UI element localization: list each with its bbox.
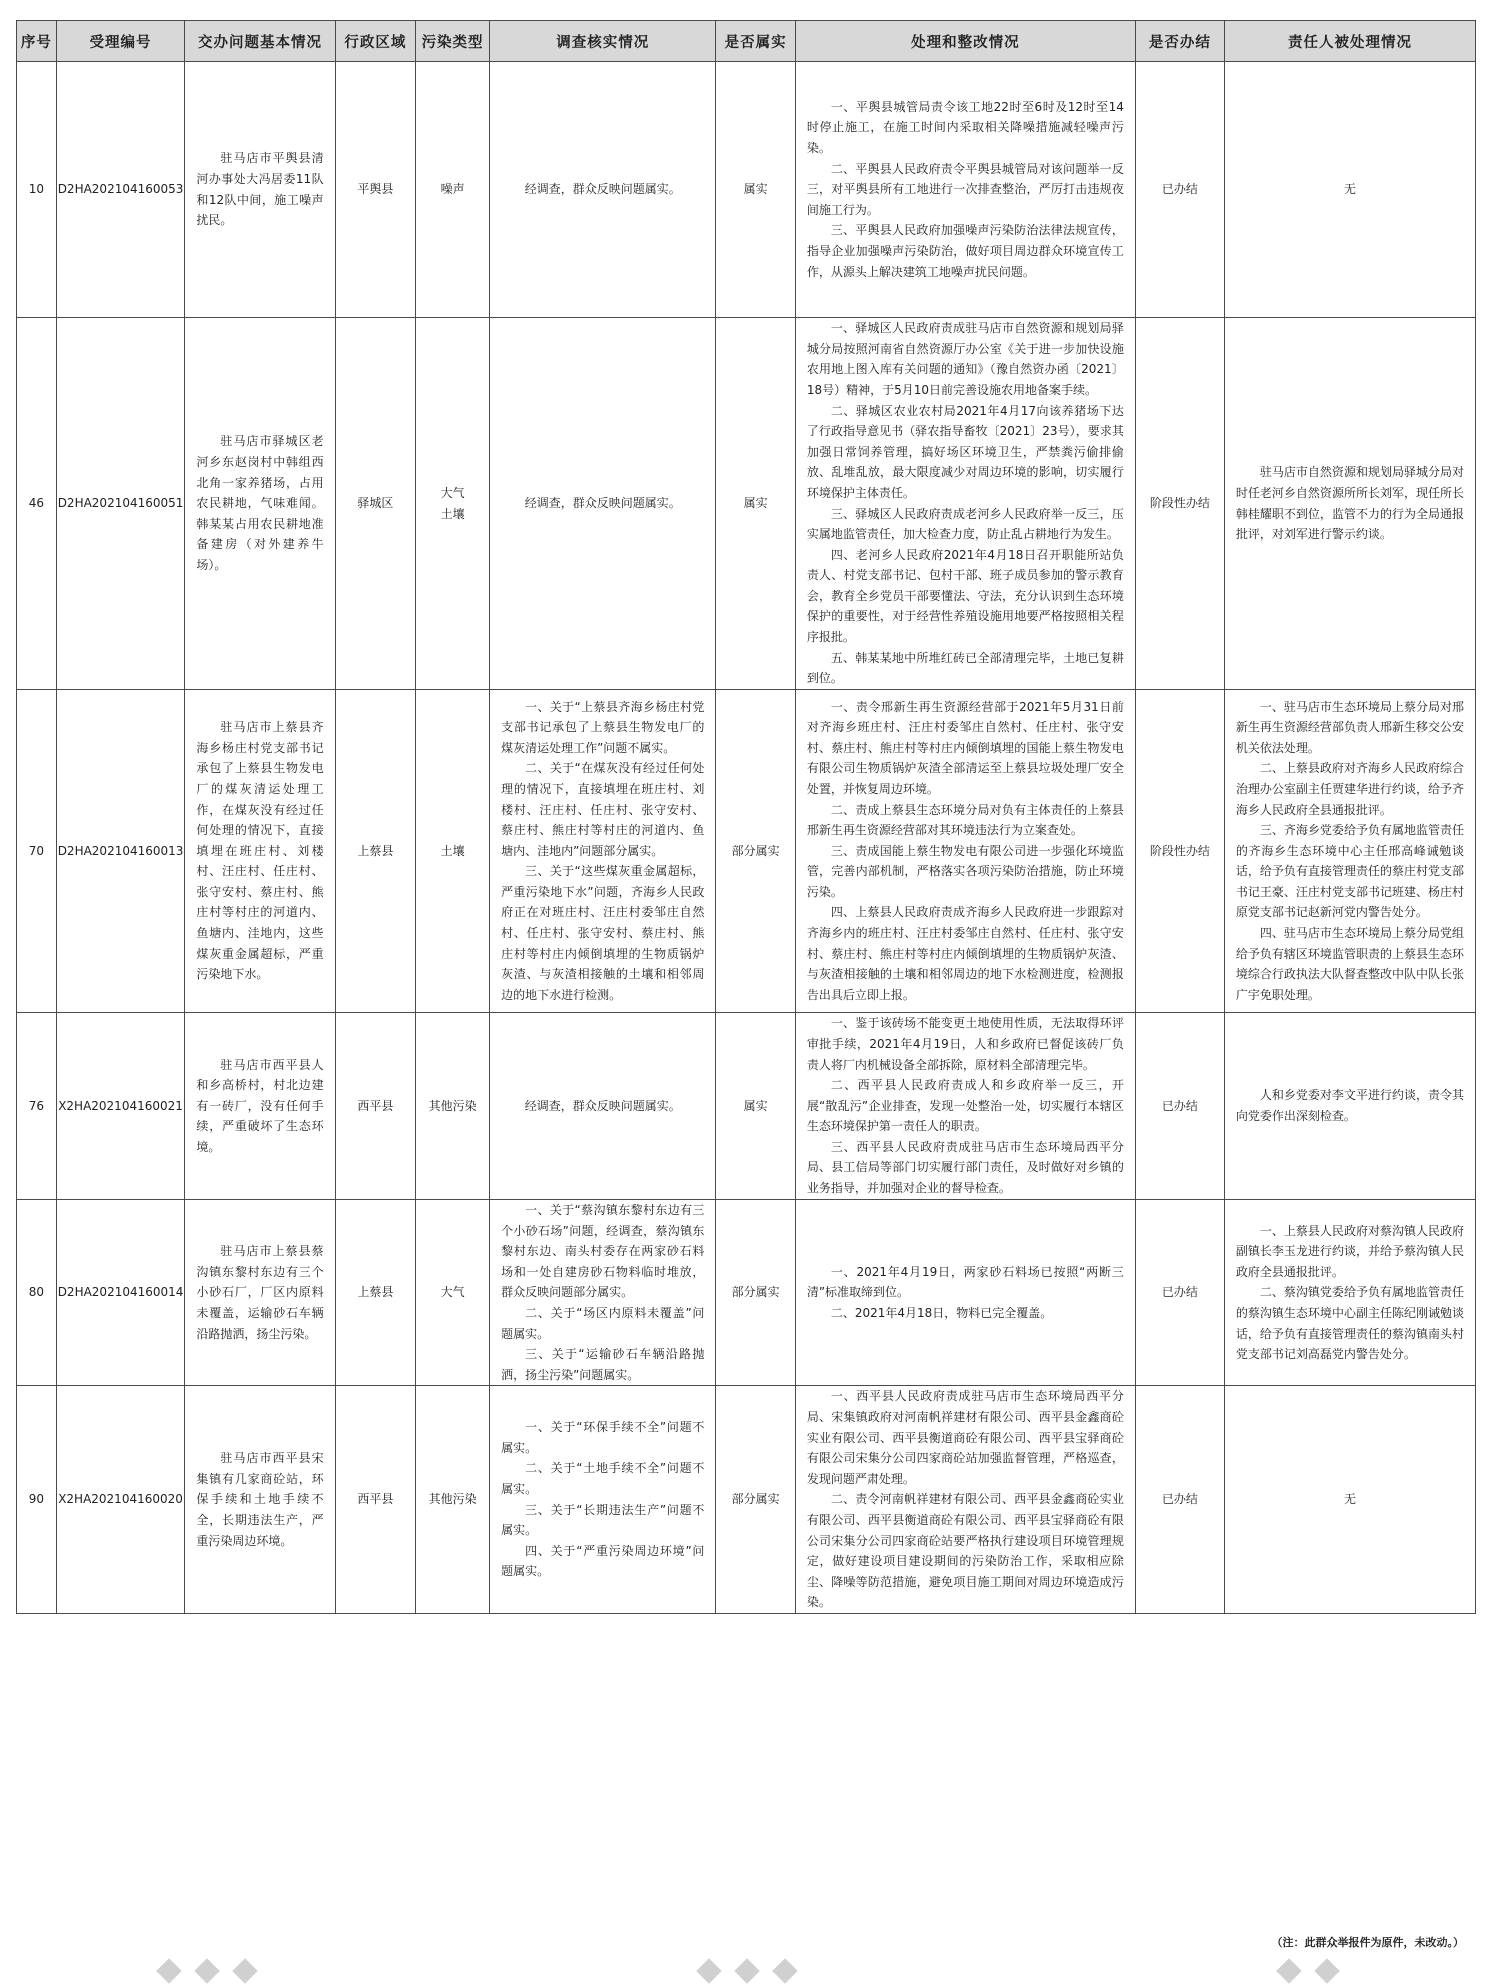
cell-investigation-paragraph: 一、关于“蔡沟镇东黎村东边有三个小砂石场”问题，经调查，蔡沟镇东黎村东边、南头村委存在两家砂石料场和一处自建房砂石物料临时堆放，群众反映问题部分属实。 <box>501 1203 705 1300</box>
cell-problem-paragraph: 驻马店市西平县宋集镇有几家商砼站，环保手续和土地手续不全，长期违法生产，严重污染周边环境。 <box>196 1451 324 1548</box>
cell-pollution-paragraph: 其他污染 <box>428 1098 477 1113</box>
cell-handling-paragraph: 三、驿城区人民政府责成老河乡人民政府举一反三，压实属地监管责任，加大检查力度，防止乱占耕地行为发生。 <box>806 506 1124 542</box>
decorative-diamonds-right <box>1280 1962 1356 1984</box>
table-row <box>17 690 1476 1013</box>
cell-region: 上蔡县 <box>335 690 415 1013</box>
cell-accountability-paragraph: 一、驻马店市生态环境局上蔡分局对邢新生再生资源经营部负责人邢新生移交公安机关依法处理。 <box>1235 699 1464 755</box>
table-row <box>17 318 1476 690</box>
cell-case-id: X2HA202104160020 <box>56 1386 185 1614</box>
cell-handling-paragraph: 三、责成国能上蔡生物发电有限公司进一步强化环境监管，完善内部机制，严格落实各项污染防治措施，防止环境污染。 <box>806 843 1124 899</box>
cell-handling-paragraph: 一、驿城区人民政府责成驻马店市自然资源和规划局驿城分局按照河南省自然资源厅办公室《关于进一步加快设施农用地上图入库有关问题的通知》（豫自然资办函〔2021〕18号）精神，于5月10日前完善设施农用地备案手续。 <box>806 321 1124 397</box>
cell-pollution <box>416 690 490 1013</box>
cell-investigation <box>490 1386 716 1614</box>
cell-investigation-paragraph: 三、关于“长期违法生产”问题不属实。 <box>501 1502 705 1538</box>
cell-completed: 阶段性办结 <box>1135 690 1224 1013</box>
cell-handling-paragraph: 四、老河乡人民政府2021年4月18日召开职能所站负责人、村党支部书记、包村干部、班子成员参加的警示教育会，教育全乡党员干部要懂法、守法，充分认识到生态环境保护的重要性，对于经营性养殖设施用地要严格按照相关程序报批。 <box>806 547 1124 645</box>
cell-problem-paragraph: 驻马店市平舆县清河办事处大冯居委11队和12队中间，施工噪声扰民。 <box>196 151 324 228</box>
cell-investigation-paragraph: 四、关于“严重污染周边环境”问题属实。 <box>501 1543 705 1579</box>
cell-case-id: D2HA202104160014 <box>56 1200 185 1386</box>
cell-pollution <box>416 318 490 690</box>
cell-pollution <box>416 1013 490 1200</box>
cell-investigation <box>490 1013 716 1200</box>
cell-problem <box>185 62 335 318</box>
cell-accountability <box>1224 1013 1475 1200</box>
table-row <box>17 62 1476 318</box>
cell-completed: 已办结 <box>1135 1386 1224 1614</box>
cell-investigation-paragraph: 二、关于“在煤灰没有经过任何处理的情况下，直接填埋在班庄村、刘楼村、汪庄村、任庄村、张守安村、蔡庄村、熊庄村等村庄的河道内、鱼塘内、洼地内”问题部分属实。 <box>501 761 705 858</box>
cell-completed: 已办结 <box>1135 1200 1224 1386</box>
cell-case-id: D2HA202104160013 <box>56 690 185 1013</box>
cell-region: 驿城区 <box>335 318 415 690</box>
cell-is-true: 属实 <box>716 62 795 318</box>
cell-pollution-paragraph: 其他污染 <box>428 1492 477 1507</box>
cell-handling-paragraph: 二、驿城区农业农村局2021年4月17向该养猪场下达了行政指导意见书（驿农指导畜牧〔2021〕23号），要求其加强日常饲养管理，搞好场区环境卫生，严禁粪污偷排偷放、乱堆乱放，最大限度减少对周边环境的影响，切实履行环境保护主体责任。 <box>806 403 1124 500</box>
cell-handling-paragraph: 一、责令邢新生再生资源经营部于2021年5月31日前对齐海乡班庄村、汪庄村委邹庄自然村、任庄村、张守安村、蔡庄村、熊庄村等村庄内倾倒填埋的国能上蔡生物发电有限公司生物质锅炉灰渣全部清运至上蔡县垃圾处理厂安全处置，并恢复周边环境。 <box>806 699 1124 796</box>
cell-investigation <box>490 62 716 318</box>
cell-pollution-paragraph: 噪声 <box>440 182 465 197</box>
cell-investigation-paragraph: 经调查，群众反映问题属实。 <box>524 496 681 511</box>
cell-seq: 70 <box>17 690 57 1013</box>
cell-accountability-paragraph: 二、上蔡县政府对齐海乡人民政府综合治理办公室副主任贾建华进行约谈，给予齐海乡人民政府全县通报批评。 <box>1235 761 1464 817</box>
table-row <box>17 1013 1476 1200</box>
cell-accountability-paragraph: 一、上蔡县人民政府对蔡沟镇人民政府副镇长李玉龙进行约谈，并给予蔡沟镇人民政府全县通报批评。 <box>1235 1223 1464 1279</box>
cell-accountability-paragraph: 二、蔡沟镇党委给予负有属地监管责任的蔡沟镇生态环境中心副主任陈纪刚诫勉谈话，给予负有直接管理责任的蔡沟镇南头村党支部书记刘高磊党内警告处分。 <box>1235 1285 1464 1362</box>
cell-handling-paragraph: 二、责令河南帆祥建材有限公司、西平县金鑫商砼实业有限公司、西平县衡道商砼有限公司、西平县宝驿商砼有限公司宋集分公司四家商砼站要严格执行建设项目环境管理规定，做好建设项目建设期间的污染防治工作，采取相应除尘、降噪等防范措施，避免项目施工期间对周边环境造成污染。 <box>806 1492 1124 1610</box>
cell-handling <box>795 1013 1135 1200</box>
cell-problem-paragraph: 驻马店市上蔡县蔡沟镇东黎村东边有三个小砂石厂，厂区内原料未覆盖，运输砂石车辆沿路抛洒，扬尘污染。 <box>196 1244 324 1341</box>
cell-pollution-paragraph: 土壤 <box>440 506 465 521</box>
cell-accountability-paragraph: 三、齐海乡党委给予负有属地监管责任的齐海乡生态环境中心主任邢高峰诫勉谈话，给予负有直接管理责任的蔡庄村党支部书记王豪、汪庄村党支部书记班建、杨庄村原党支部书记赵新河党内警告处分。 <box>1235 823 1464 920</box>
cell-investigation <box>490 690 716 1013</box>
cell-completed: 已办结 <box>1135 62 1224 318</box>
cell-seq: 76 <box>17 1013 57 1200</box>
cell-investigation-paragraph: 一、关于“上蔡县齐海乡杨庄村党支部书记承包了上蔡县生物发电厂的煤灰清运处理工作”问题不属实。 <box>501 699 705 755</box>
cell-accountability <box>1224 1386 1475 1614</box>
cell-investigation-paragraph: 二、关于“场区内原料未覆盖”问题属实。 <box>501 1305 705 1341</box>
cell-accountability-paragraph: 无 <box>1343 182 1356 197</box>
cell-pollution-paragraph: 土壤 <box>440 843 465 858</box>
cell-is-true: 部分属实 <box>716 1200 795 1386</box>
cell-handling-paragraph: 一、鉴于该砖场不能变更土地使用性质，无法取得环评审批手续，2021年4月19日，人和乡政府已督促该砖厂负责人将厂内机械设备全部拆除，原材料全部清理完毕。 <box>806 1016 1124 1072</box>
cell-problem-paragraph: 驻马店市上蔡县齐海乡杨庄村党支部书记承包了上蔡县生物发电厂的煤灰清运处理工作，在煤灰没有经过任何处理的情况下，直接填埋在班庄村、刘楼村、汪庄村、任庄村、张守安村、蔡庄村、熊庄村等村庄的河道内、鱼塘内、洼地内，这些煤灰重金属超标，严重污染地下水。 <box>196 720 324 982</box>
table-row <box>17 1386 1476 1614</box>
cell-handling-paragraph: 二、西平县人民政府责成人和乡政府举一反三，开展“散乱污”企业排查，发现一处整治一处，切实履行本辖区生态环境保护第一责任人的职责。 <box>806 1078 1124 1134</box>
cell-region: 西平县 <box>335 1386 415 1614</box>
cell-seq: 90 <box>17 1386 57 1614</box>
col-header-problem: 交办问题基本情况 <box>185 21 335 62</box>
col-header-completed: 是否办结 <box>1135 21 1224 62</box>
cell-handling-paragraph: 二、2021年4月18日，物料已完全覆盖。 <box>830 1305 1053 1320</box>
cell-pollution <box>416 1200 490 1386</box>
col-header-pollution: 污染类型 <box>416 21 490 62</box>
cell-handling-paragraph: 五、韩某某地中所堆红砖已全部清理完毕，土地已复耕到位。 <box>806 650 1124 686</box>
cell-seq: 46 <box>17 318 57 690</box>
cell-handling-paragraph: 一、西平县人民政府责成驻马店市生态环境局西平分局、宋集镇政府对河南帆祥建材有限公司、西平县金鑫商砼实业有限公司、西平县衡道商砼有限公司、西平县宝驿商砼有限公司宋集分公司四家商砼站加强监督管理，严格巡查，发现问题严肃处理。 <box>806 1389 1124 1486</box>
cell-accountability-paragraph: 四、驻马店市生态环境局上蔡分局党组给予负有辖区环境监管职责的上蔡县生态环境综合行政执法大队督查整改中队中队长张广宇免职处理。 <box>1235 926 1464 1002</box>
col-header-id: 受理编号 <box>56 21 185 62</box>
cell-handling-paragraph: 一、2021年4月19日，两家砂石料场已按照“两断三清”标准取缔到位。 <box>806 1264 1124 1300</box>
cell-problem-paragraph: 驻马店市驿城区老河乡东赵岗村中韩组西北角一家养猪场，占用农民耕地，气味难闻。韩某某占用农民耕地准备建房（对外建养牛场）。 <box>196 434 324 572</box>
cell-handling-paragraph: 二、责成上蔡县生态环境分局对负有主体责任的上蔡县邢新生再生资源经营部对其环境违法行为立案查处。 <box>806 802 1124 838</box>
cell-investigation <box>490 1200 716 1386</box>
cell-handling <box>795 1386 1135 1614</box>
cell-investigation-paragraph: 经调查，群众反映问题属实。 <box>524 182 681 197</box>
col-header-seq: 序号 <box>17 21 57 62</box>
cell-handling <box>795 318 1135 690</box>
cell-handling-paragraph: 三、西平县人民政府责成驻马店市生态环境局西平分局、县工信局等部门切实履行部门责任，及时做好对乡镇的业务指导，并加强对企业的督导检查。 <box>806 1139 1124 1196</box>
complaint-table <box>16 20 1476 1614</box>
cell-case-id: D2HA202104160051 <box>56 318 185 690</box>
cell-is-true: 属实 <box>716 318 795 690</box>
decorative-diamonds-center <box>700 1962 814 1984</box>
cell-accountability <box>1224 690 1475 1013</box>
cell-region: 平舆县 <box>335 62 415 318</box>
table-row <box>17 1200 1476 1386</box>
decorative-diamonds-left <box>160 1962 274 1984</box>
header-row <box>17 21 1476 62</box>
cell-pollution <box>416 62 490 318</box>
cell-handling-paragraph: 四、上蔡县人民政府责成齐海乡人民政府进一步跟踪对齐海乡内的班庄村、汪庄村委邹庄自然村、任庄村、张守安村、蔡庄村、熊庄村等村庄内倾倒填埋的生物质锅炉灰渣、与灰渣相接触的土壤和相邻周边的地下水检测进度，检测报告出具后立即上报。 <box>806 905 1124 1002</box>
cell-accountability <box>1224 62 1475 318</box>
cell-completed: 阶段性办结 <box>1135 318 1224 690</box>
cell-handling-paragraph: 一、平舆县城管局责令该工地22时至6时及12时至14时停止施工，在施工时间内采取相关降噪措施减轻噪声污染。 <box>806 99 1124 156</box>
cell-is-true: 部分属实 <box>716 690 795 1013</box>
cell-is-true: 属实 <box>716 1013 795 1200</box>
col-header-investigation: 调查核实情况 <box>490 21 716 62</box>
cell-investigation <box>490 318 716 690</box>
cell-accountability-paragraph: 人和乡党委对李文平进行约谈，责令其向党委作出深刻检查。 <box>1235 1088 1464 1123</box>
cell-handling <box>795 1200 1135 1386</box>
cell-pollution-paragraph: 大气 <box>440 1285 465 1300</box>
col-header-true: 是否属实 <box>716 21 795 62</box>
cell-investigation-paragraph: 经调查，群众反映问题属实。 <box>524 1098 681 1113</box>
cell-investigation-paragraph: 一、关于“环保手续不全”问题不属实。 <box>501 1420 705 1455</box>
cell-seq: 80 <box>17 1200 57 1386</box>
cell-completed: 已办结 <box>1135 1013 1224 1200</box>
cell-handling-paragraph: 三、平舆县人民政府加强噪声污染防治法律法规宣传，指导企业加强噪声污染防治，做好项目周边群众环境宣传工作，从源头上解决建筑工地噪声扰民问题。 <box>806 223 1124 279</box>
cell-investigation-paragraph: 三、关于“这些煤灰重金属超标，严重污染地下水”问题，齐海乡人民政府正在对班庄村、汪庄村委邹庄自然村、任庄村、张守安村、蔡庄村、熊庄村等村庄内倾倒填埋的生物质锅炉灰渣、与灰渣相接触的土壤和相邻周边的地下水进行检测。 <box>501 864 705 1002</box>
cell-pollution-paragraph: 大气 <box>440 485 465 500</box>
col-header-handling: 处理和整改情况 <box>795 21 1135 62</box>
cell-accountability-paragraph: 无 <box>1343 1492 1356 1507</box>
cell-problem <box>185 318 335 690</box>
cell-problem <box>185 1200 335 1386</box>
cell-accountability-paragraph: 驻马店市自然资源和规划局驿城分局对时任老河乡自然资源所所长刘军，现任所长韩桂耀职不到位，监管不力的行为全局通报批评，对刘军进行警示约谈。 <box>1235 465 1464 542</box>
cell-handling <box>795 690 1135 1013</box>
cell-accountability <box>1224 1200 1475 1386</box>
cell-problem <box>185 1386 335 1614</box>
cell-region: 西平县 <box>335 1013 415 1200</box>
cell-investigation-paragraph: 二、关于“土地手续不全”问题不属实。 <box>501 1461 705 1497</box>
cell-region: 上蔡县 <box>335 1200 415 1386</box>
cell-pollution <box>416 1386 490 1614</box>
col-header-accountability: 责任人被处理情况 <box>1224 21 1475 62</box>
cell-seq: 10 <box>17 62 57 318</box>
cell-is-true: 部分属实 <box>716 1386 795 1614</box>
cell-case-id: X2HA202104160021 <box>56 1013 185 1200</box>
cell-handling <box>795 62 1135 318</box>
cell-problem-paragraph: 驻马店市西平县人和乡高桥村，村北边建有一砖厂，没有任何手续，严重破坏了生态环境。 <box>196 1057 324 1154</box>
cell-handling-paragraph: 二、平舆县人民政府责令平舆县城管局对该问题举一反三，对平舆县所有工地进行一次排查整治，严厉打击违规夜间施工行为。 <box>806 161 1124 217</box>
cell-investigation-paragraph: 三、关于“运输砂石车辆沿路抛洒，扬尘污染”问题属实。 <box>501 1347 705 1382</box>
footnote: （注：此群众举报件为原件，未改动。） <box>1271 1936 1464 1949</box>
col-header-region: 行政区域 <box>335 21 415 62</box>
cell-problem <box>185 690 335 1013</box>
cell-problem <box>185 1013 335 1200</box>
cell-accountability <box>1224 318 1475 690</box>
cell-case-id: D2HA202104160053 <box>56 62 185 318</box>
